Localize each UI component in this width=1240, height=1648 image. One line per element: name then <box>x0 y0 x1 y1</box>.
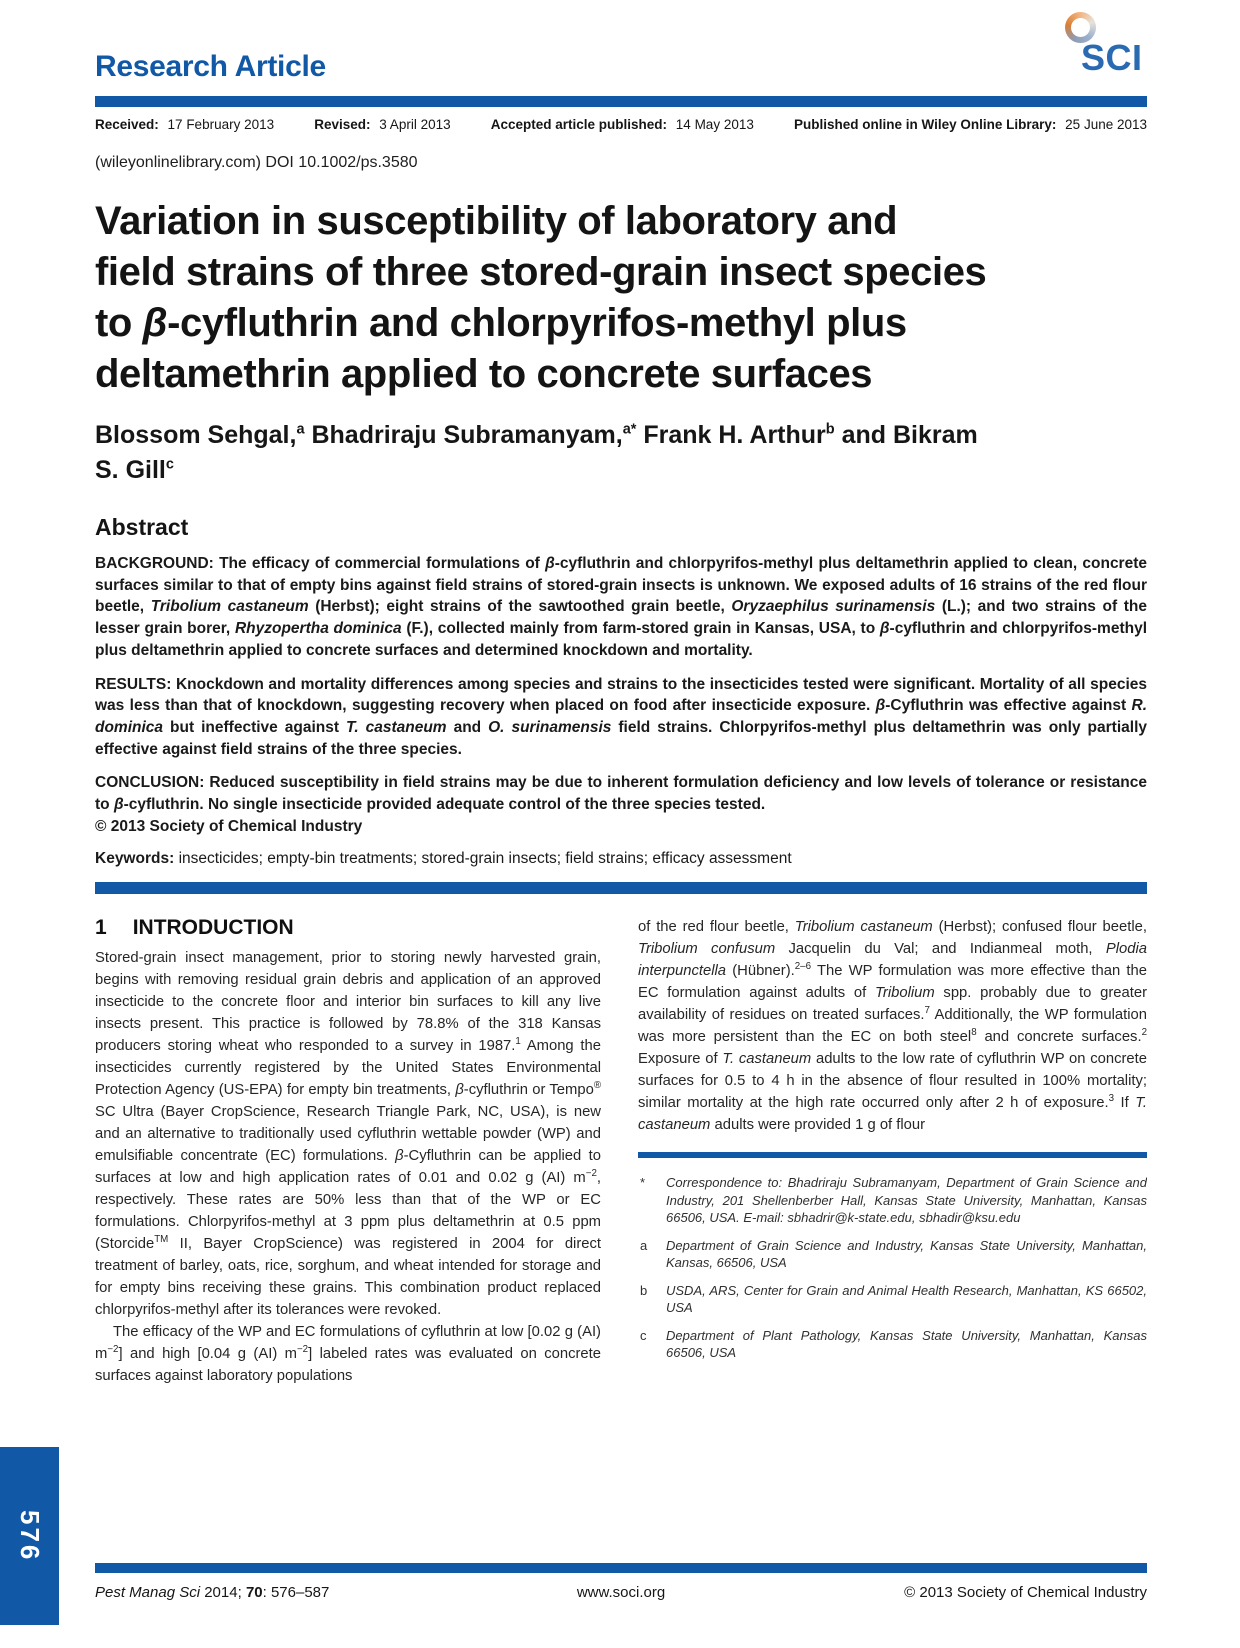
page-header <box>95 0 1147 96</box>
abstract-copyright: © 2013 Society of Chemical Industry <box>95 817 363 835</box>
page-content <box>95 0 1147 1387</box>
footer-citation: Pest Manag Sci 2014; 70: 576–587 <box>95 1584 330 1601</box>
right-column <box>638 916 1147 1387</box>
title-line: Variation in susceptibility of laboratory and <box>95 199 898 243</box>
date-revised <box>314 117 450 132</box>
date-received <box>95 117 274 132</box>
footer-url: www.soci.org <box>576 1584 666 1601</box>
footnote-text: USDA, ARS, Center for Grain and Animal Health Research, Manhattan, KS 66502, USA <box>666 1282 1147 1316</box>
section-title: INTRODUCTION <box>132 916 294 940</box>
footer-rule <box>95 1563 1147 1573</box>
abstract-heading: Abstract <box>95 514 189 540</box>
header-rule <box>95 96 1147 107</box>
title-line: field strains of three stored-grain insect species <box>95 250 987 294</box>
author-line: Blossom Sehgal,$^a$ Bhadriraju Subramanyam,$^{a*}$ Frank H. Arthur$^b$ and Bikram <box>95 421 978 449</box>
footnote-divider-rule <box>638 1152 1147 1158</box>
footnotes <box>638 1174 1147 1362</box>
footnote-correspondence <box>638 1174 1147 1227</box>
footnote-marker: c <box>640 1327 647 1343</box>
article-type-label: Research Article <box>95 50 326 83</box>
author-line: S. Gill$^c$ <box>95 456 174 484</box>
footnote-marker: a <box>640 1237 648 1253</box>
date-published-label: Published online in Wiley Online Library: <box>794 117 1061 132</box>
date-received-label: Received: <box>95 117 163 132</box>
footnote-affiliation-c <box>638 1327 1147 1362</box>
intro-paragraph-2: The efficacy of the WP and EC formulations of cyfluthrin at low [0.02 g (AI) $m^{-2}$] and high [0.04 g (AI) $m^{-2}$] labeled rates was evaluated on concrete surfaces against laboratory populations <box>95 1324 601 1385</box>
title-line: deltamethrin applied to concrete surfaces <box>95 352 873 396</box>
article-title <box>95 196 1147 400</box>
abstract-background: BACKGROUND: The efficacy of commercial formulations of β-cyfluthrin and chlorpyrifos-methyl plus deltamethrin applied to clean, concrete surfaces similar to that of empty bins against field strains of stored-grain insects is unknown. We exposed adults of 16 strains of the red flour beetle, Tribolium castaneum (Herbst); eight strains of the sawtoothed grain beetle, Oryzaephilus surinamensis (L.); and two strains of the lesser grain borer, Rhyzopertha dominica (F.), collected mainly from farm-stored grain in Kansas, USA, to β-cyfluthrin and chlorpyrifos-methyl plus deltamethrin applied to concrete surfaces and determined knockdown and mortality. <box>95 555 1147 659</box>
section-number: 1 <box>95 916 107 940</box>
title-line: to β-cyfluthrin and chlorpyrifos-methyl plus <box>95 301 907 345</box>
date-published-online <box>794 117 1147 132</box>
date-published-value: 25 June 2013 <box>1065 117 1147 132</box>
date-revised-label: Revised: <box>314 117 375 132</box>
date-accepted <box>491 117 754 132</box>
footnote-affiliation-b <box>638 1282 1147 1317</box>
intro-paragraph-3: of the red flour beetle, Tribolium castaneum (Herbst); confused flour beetle, Tribolium confusum Jacquelin du Val; and Indianmeal moth, Plodia interpunctella (Hübner).$^{2-6}$ The WP formulation was more effective than the EC formulation against adults of Tribolium spp. probably due to greater availability of residues on treated surfaces.$^7$ Additionally, the WP formulation was more persistent than the EC on both steel$^8$ and concrete surfaces.$^2$ Exposure of T. castaneum adults to the low rate of cyfluthrin WP on concrete surfaces for 0.5 to 4 h in the absence of flour resulted in 100% mortality; similar mortality at the high rate occurred only after 2 h of exposure.$^3$ If T. castaneum adults were provided 1 g of flour <box>638 919 1147 1134</box>
section-divider-rule <box>95 882 1147 894</box>
intro-paragraph-1: Stored-grain insect management, prior to storing newly harvested grain, begins with removing residual grain debris and application of an approved insecticide to the concrete floor and interior bin surfaces to kill any live insects present. This practice is followed by 78.8% of the 318 Kansas producers storing wheat who responded to a survey in 1987.$^1$ Among the insecticides currently registered by the United States Environmental Protection Agency (US-EPA) for empty bin treatments, β-cyfluthrin or Tempo® SC Ultra (Bayer CropScience, Research Triangle Park, NC, USA), is new and an alternative to traditionally used cyfluthrin wettable powder (WP) and emulsifiable concentrate (EC) formulations. β-Cyfluthrin can be applied to surfaces at low and high application rates of 0.01 and 0.02 g (AI) $m^{-2}$, respectively. These rates are 50% less than that of the WP or EC formulations. Chlorpyrifos-methyl at 3 ppm plus deltamethrin at 0.5 ppm (Storcide™ II, Bayer CropScience) was registered in 2004 for direct treatment of barley, oats, rice, sorghum, and wheat intended for storage and for empty bins receiving these grains. This combination product replaced chlorpyrifos-methyl after its tolerances were revoked. <box>95 950 602 1319</box>
article-history-row <box>95 117 1147 132</box>
abstract-results: RESULTS: Knockdown and mortality differences among species and strains to the insecticides tested were significant. Mortality of all species was less than that of knockdown, suggesting recovery when placed on food after insecticide exposure. β-Cyfluthrin was effective against R. dominica but ineffective against T. castaneum and O. surinamensis field strains. Chlorpyrifos-methyl plus deltamethrin was only partially effective against field strains of the three species. <box>95 675 1148 758</box>
abstract-conclusion: CONCLUSION: Reduced susceptibility in field strains may be due to inherent formulation deficiency and low levels of tolerance or resistance to β-cyfluthrin. No single insecticide provided adequate control of the three species tested. <box>95 774 1147 814</box>
footnote-text: Correspondence to: Bhadriraju Subramanyam, Department of Grain Science and Industry, 201 Shellenberber Hall, Kansas State University, Manhattan, Kansas 66506, USA. E-mail: sbhadrir@k-state.edu, sbhadir@ksu.edu <box>666 1175 1147 1226</box>
footer-copyright: © 2013 Society of Chemical Industry <box>904 1584 1147 1601</box>
footnote-text: Department of Plant Pathology, Kansas State University, Manhattan, Kansas 66506, USA <box>666 1327 1147 1361</box>
footer-row <box>95 1584 1147 1601</box>
footnote-text: Department of Grain Science and Industry, Kansas State University, Manhattan, Kansas, 66506, USA <box>666 1237 1147 1271</box>
page-number-tab: 576 <box>0 1447 59 1625</box>
footnote-marker: b <box>640 1282 648 1298</box>
introduction-heading <box>95 916 601 940</box>
date-received-value: 17 February 2013 <box>167 117 275 132</box>
sci-logo-text: SCI <box>1081 37 1143 78</box>
keywords-line: Keywords: insecticides; empty-bin treatments; stored-grain insects; field strains; efficacy assessment <box>95 850 792 868</box>
sci-logo <box>1059 12 1155 86</box>
page-footer <box>95 1563 1147 1601</box>
date-accepted-label: Accepted article published: <box>490 117 671 132</box>
author-list <box>95 418 1147 488</box>
left-column <box>95 916 601 1387</box>
footnote-marker: * <box>640 1175 646 1191</box>
date-accepted-value: 14 May 2013 <box>675 117 754 132</box>
body-columns <box>95 916 1147 1387</box>
footnote-affiliation-a <box>638 1237 1147 1272</box>
doi-line: (wileyonlinelibrary.com) DOI 10.1002/ps.3580 <box>95 154 418 171</box>
date-revised-value: 3 April 2013 <box>379 117 451 132</box>
